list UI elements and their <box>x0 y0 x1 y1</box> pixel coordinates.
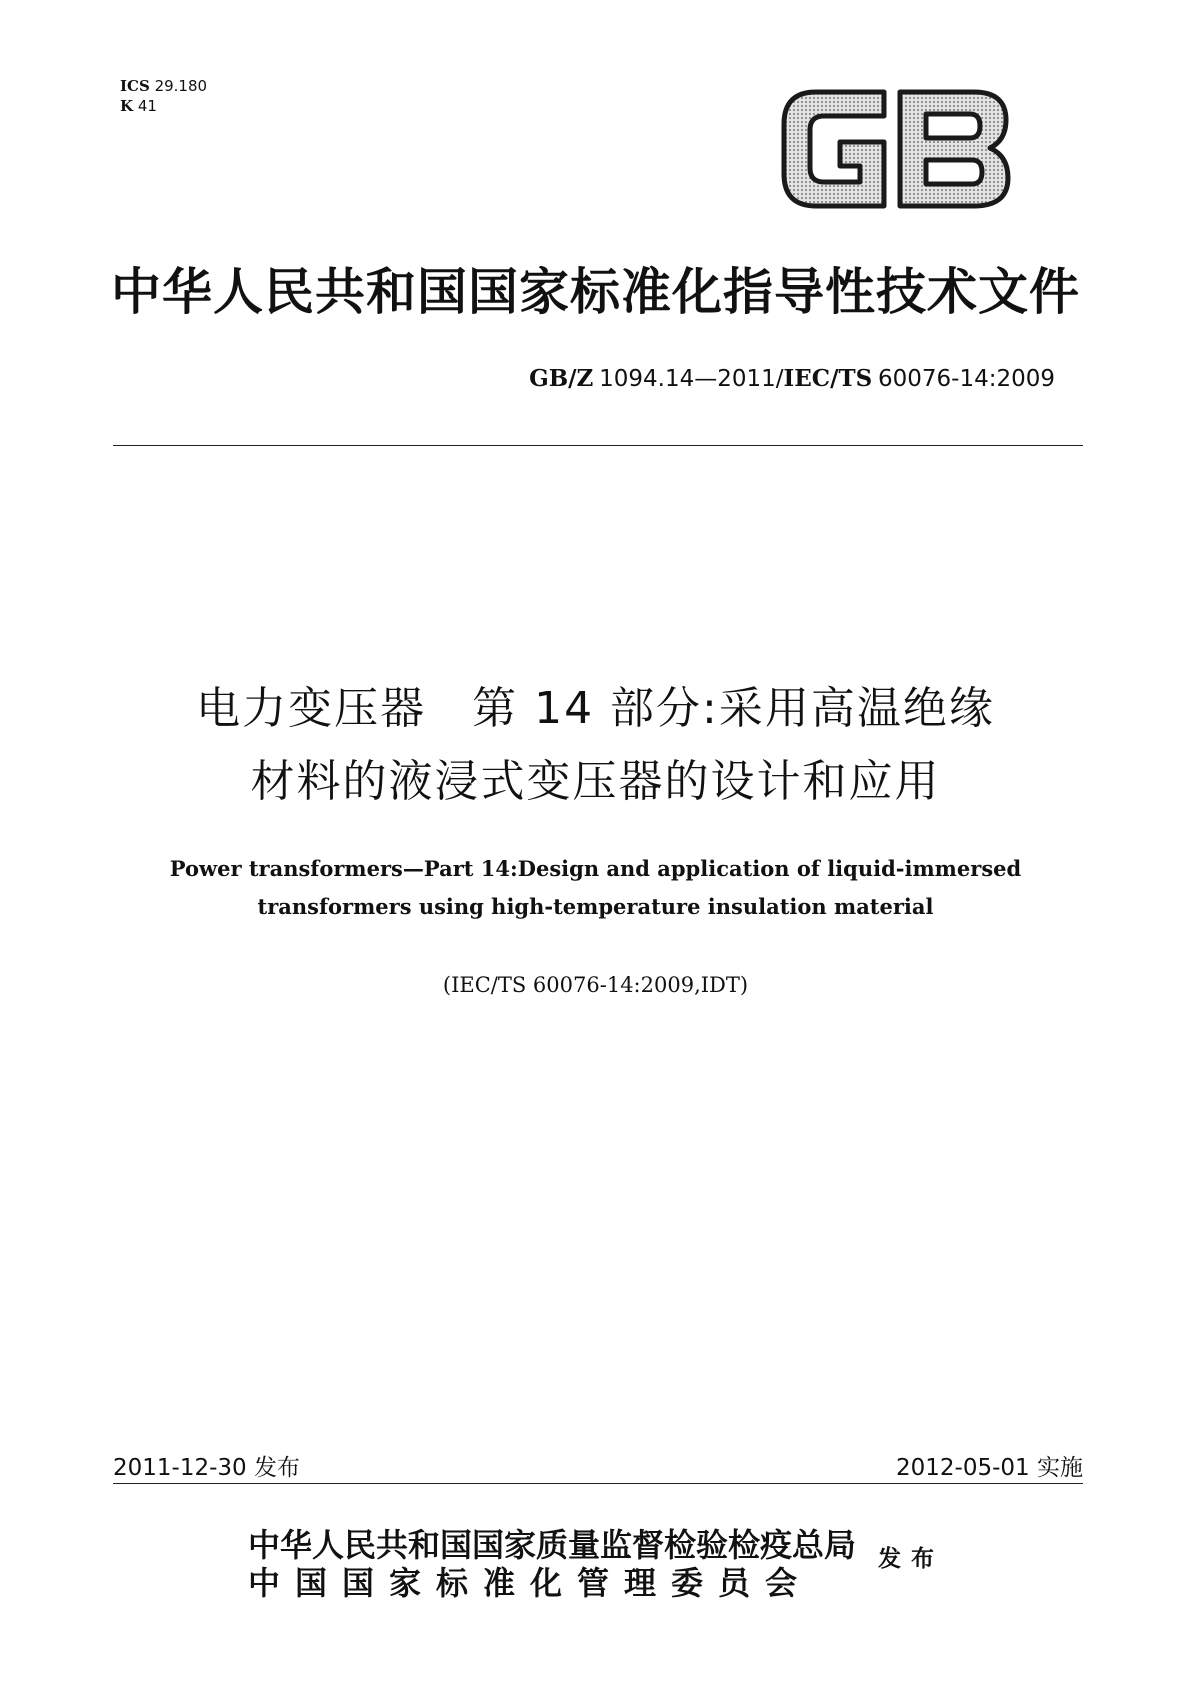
standard-number: GB/Z 1094.14—2011/IEC/TS 60076-14:2009 <box>529 365 1055 392</box>
issuer-aqsiq: 中华人民共和国国家质量监督检验检疫总局 <box>248 1526 857 1564</box>
issue-date: 2011-12-30 发布 <box>113 1455 300 1481</box>
document-type-heading: 中华人民共和国国家标准化指导性技术文件 <box>111 262 1080 321</box>
ics-code: ICS 29.180 <box>120 77 208 95</box>
classification-codes <box>120 76 207 116</box>
issuer-sac: 中国国家标准化管理委员会 <box>248 1564 813 1602</box>
implementation-date: 2012-05-01 实施 <box>896 1455 1083 1481</box>
equivalence-note: (IEC/TS 60076-14:2009,IDT) <box>442 973 749 997</box>
title-cn-line1: 电力变压器 第 14 部分:采用高温绝缘 <box>196 683 995 734</box>
title-en-line2: transformers using high-temperature insulation material <box>257 894 934 919</box>
title-en-line1: Power transformers—Part 14:Design and application of liquid-immersed <box>169 856 1022 881</box>
header-divider <box>113 445 1083 446</box>
title-cn-line2: 材料的液浸式变压器的设计和应用 <box>250 756 941 807</box>
ccs-code: K 41 <box>120 97 157 115</box>
gb-logo-icon <box>776 84 1016 214</box>
publish-label: 发布 <box>878 1545 944 1572</box>
footer-divider <box>113 1483 1083 1484</box>
